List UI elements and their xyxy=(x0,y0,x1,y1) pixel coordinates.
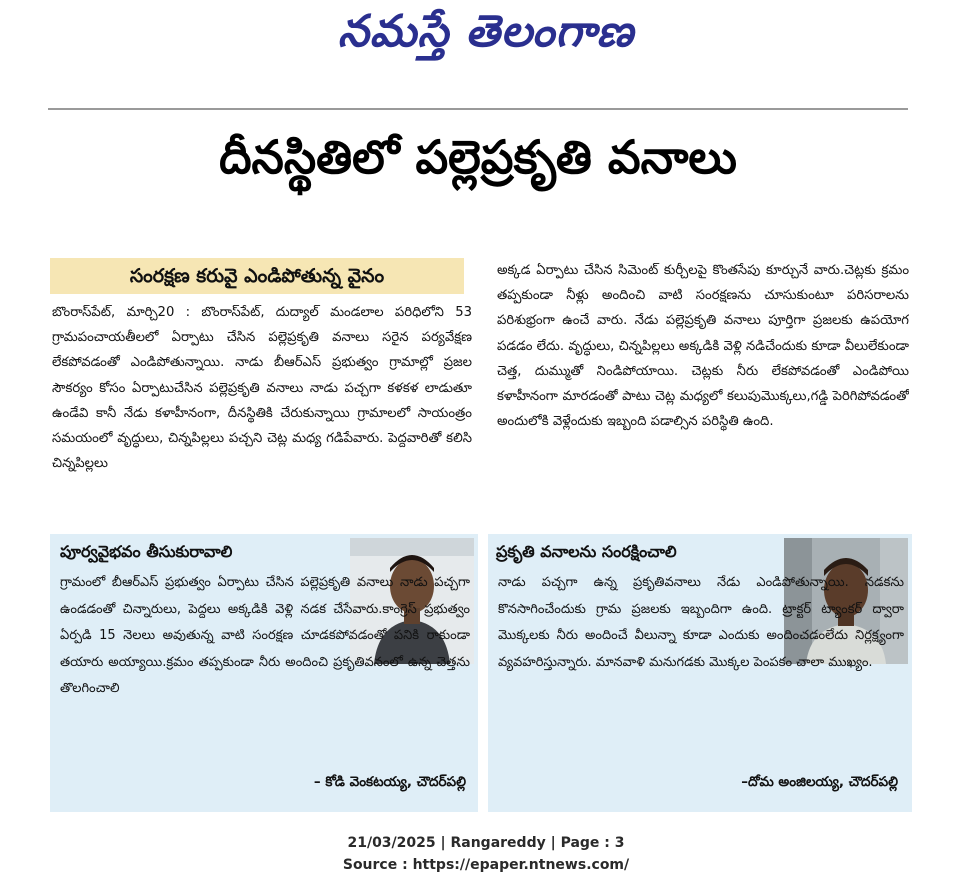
header-divider xyxy=(48,108,908,110)
source-link: Source : https://epaper.ntnews.com/ xyxy=(342,857,630,873)
masthead-logo: నమస్తే తెలంగాణ xyxy=(337,6,635,57)
article-body-left: బొంరాస్‌పేట్, మార్చి20 : బొంరాస్‌పేట్, దుద్యాల్ మండలాల పరిధిలోని 53 గ్రామపంచాయతీలలో ఏర్పాటు చేసిన పల్లెప్రకృతి వనాలు సరైన పర్యవేక్షణ లేకపోవడంతో ఎండిపోతున్నాయి. నాడు బీఆర్ఎస్ ప్రభుత్వం గ్రామాల్లో ప్రజల సౌకర్యం కోసం ఏర్పాటుచేసిన పల్లెప్రకృతి వనాలు నాడు పచ్చగా కళకళ లాడుతూ ఉండేవి కానీ నేడు కళాహీనంగా, దీనస్థితికి చేరుకున్నాయి గ్రామాలలో సాయంత్రం సమయంలో వృద్ధులు, చిన్నపిల్లలు పచ్చని చెట్ల మధ్య గడిపేవారు. పెద్దవారితో కలిసి చిన్నపిల్లలు xyxy=(52,305,472,472)
quote-box-right-title: ప్రకృతి వనాలను సంరక్షించాలి xyxy=(496,542,677,561)
article-subheadline: సంరక్షణ కరువై ఎండిపోతున్న వైనం xyxy=(50,258,464,294)
quote-box-right-text: నాడు పచ్చగా ఉన్న ప్రకృతివనాలు నేడు ఎండిపోతున్నాయి. నడకను కొనసాగించేందుకు గ్రామ ప్రజలకు ఇబ్బందిగా ఉంది. ట్రాక్టర్ ట్యాంకర్ ద్వారా మొక్కలకు నీరు అందించే వీలున్నా కూడా ఎందుకు అందించడంలేదు నిర్లక్ష్యంగా వ్యవహరిస్తున్నారు. మానవాళి మనుగడకు మొక్కల పెంపకం చాలా ముఖ్యం. xyxy=(498,575,904,670)
article-headline: దీనస్థితిలో పల్లెప్రకృతి వనాలు xyxy=(219,130,737,184)
quote-box-left xyxy=(50,534,478,812)
quote-box-left-title: పూర్వవైభవం తీసుకురావాలి xyxy=(60,542,233,561)
quote-box-right-byline: –దోమ అంజిలయ్య, చౌదర్‌పల్లి xyxy=(741,774,898,790)
quote-box-left-text: గ్రామంలో బీఆర్ఎస్ ప్రభుత్వం ఏర్పాటు చేసిన పల్లెప్రకృతి వనాలు నాడు పచ్చగా ఉండడంతో చిన్నారులు, పెద్దలు అక్కడికి వెళ్లి నడక చేసేవారు.కాంగ్రెస్ ప్రభుత్వం ఏర్పడి 15 నెలలు అవుతున్న వాటి సంరక్షణ చూడకపోవడంతో పనికి రాకుండా తయారు అయ్యాయి.క్రమం తప్పకుండా నీరు అందించి ప్రకృతివనంలో ఉన్న చెత్తను తొలగించాలి xyxy=(60,575,470,696)
quote-box-left-byline: – కోడి వెంకటయ్య, చౌదర్‌పల్లి xyxy=(313,774,466,790)
quote-box-right xyxy=(488,534,912,812)
page-info: 21/03/2025 | Rangareddy | Page : 3 xyxy=(347,835,625,851)
article-body-right: అక్కడ ఏర్పాటు చేసిన సిమెంట్ కుర్చీలపై కొంతసేపు కూర్చునే వారు.చెట్లకు క్రమం తప్పకుండా నీళ్లు అందించి వాటి సంరక్షణను చూసుకుంటూ పరిసరాలను పరిశుభ్రంగా ఉంచే వారు. నేడు పల్లెప్రకృతి వనాలు పూర్తిగా ప్రజలకు ఉపయోగ పడడం లేదు. వృద్ధులు, చిన్నపిల్లలు అక్కడికి వెళ్లి నడిచేందుకు కూడా వీలులేకుండా చెత్త, దుమ్ముతో నిండిపోయాయి. చెట్లకు నీరు లేకపోవడంతో ఎండిపోయి కళాహీనంగా మారడంతో పాటు చెట్ల మధ్యలో కలుపుమొక్కలు,గడ్డి పెరిగిపోవడంతో అందులోకి వెళ్లేందుకు ఇబ్బంది పడాల్సిన పరిస్థితి ఉంది. xyxy=(497,263,909,430)
